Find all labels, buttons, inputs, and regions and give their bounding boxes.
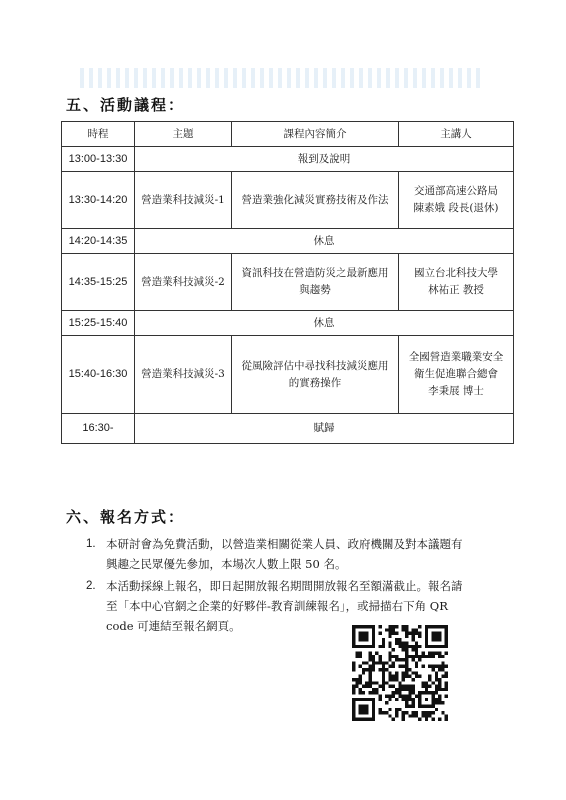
- registration-list: [86, 534, 526, 636]
- list-item: [86, 576, 526, 636]
- table-row: [62, 254, 514, 311]
- list-item: [86, 534, 526, 574]
- row-span-text: 休息: [135, 229, 514, 254]
- speaker-line: 衛生促進聯合總會: [414, 368, 498, 380]
- row-content: 營造業強化減災實務技術及作法: [232, 172, 399, 229]
- list-line: 本研討會為免費活動，以營造業相關從業人員、政府機關及對本議題有: [106, 537, 463, 551]
- row-content: [232, 254, 399, 311]
- table-row: [62, 229, 514, 254]
- row-topic: 營造業科技減災-1: [135, 172, 232, 229]
- row-time: 14:35-15:25: [62, 254, 135, 311]
- list-number: 2.: [86, 580, 96, 592]
- table-row: [62, 147, 514, 172]
- section-title-agenda: 五、活動議程：: [66, 96, 186, 114]
- row-time: 13:00-13:30: [62, 147, 135, 172]
- header-cell-time: 時程: [62, 122, 135, 147]
- table-row: [62, 336, 514, 414]
- row-topic: 營造業科技減災-3: [135, 336, 232, 414]
- row-time: 13:30-14:20: [62, 172, 135, 229]
- content-line: 與趨勢: [299, 284, 331, 296]
- table-row: [62, 311, 514, 336]
- table-header-row: [62, 122, 514, 147]
- row-speaker: [399, 336, 514, 414]
- section-title-registration: 六、報名方式：: [66, 508, 186, 526]
- list-number: 1.: [86, 538, 96, 550]
- list-line: 至「本中心官網之企業的好夥伴-教育訓練報名」，或掃描右下角 QR: [106, 599, 448, 613]
- speaker-line: 陳素娥 段長(退休): [413, 202, 499, 214]
- row-span-text: 賦歸: [135, 414, 514, 444]
- content-line: 資訊科技在營造防災之最新應用: [241, 267, 389, 279]
- table-row: [62, 414, 514, 444]
- row-speaker: [399, 254, 514, 311]
- row-time: 15:40-16:30: [62, 336, 135, 414]
- row-span-text: 休息: [135, 311, 514, 336]
- content-line: 的實務操作: [288, 376, 342, 389]
- agenda-table: [61, 121, 514, 444]
- list-line: 本活動採線上報名，即日起開放報名期間開放報名至額滿截止。報名請: [106, 579, 463, 593]
- row-topic: 營造業科技減災-2: [135, 254, 232, 311]
- speaker-line: 李秉展 博士: [428, 385, 484, 397]
- header-cell-content: 課程內容簡介: [232, 122, 399, 147]
- list-line: code 可連結至報名網頁。: [106, 619, 241, 633]
- speaker-line: 全國營造業職業安全: [408, 351, 504, 363]
- faded-header-watermark: [80, 68, 480, 88]
- table-row: [62, 172, 514, 229]
- row-speaker: [399, 172, 514, 229]
- row-time: 15:25-15:40: [62, 311, 135, 336]
- speaker-line: 林祐正 教授: [428, 284, 484, 296]
- speaker-line: 交通部高速公路局: [414, 185, 498, 197]
- content-line: 從風險評估中尋找科技減災應用: [241, 359, 389, 372]
- row-time: 14:20-14:35: [62, 229, 135, 254]
- row-span-text: 報到及說明: [135, 147, 514, 172]
- row-content: [232, 336, 399, 414]
- header-cell-speaker: 主講人: [399, 122, 514, 147]
- header-cell-topic: 主題: [135, 122, 232, 147]
- speaker-line: 國立台北科技大學: [414, 267, 498, 279]
- qr-code-icon[interactable]: [352, 625, 448, 721]
- list-line: 興趣之民眾優先參加，本場次人數上限 50 名。: [106, 557, 347, 571]
- row-time: 16:30-: [62, 414, 135, 444]
